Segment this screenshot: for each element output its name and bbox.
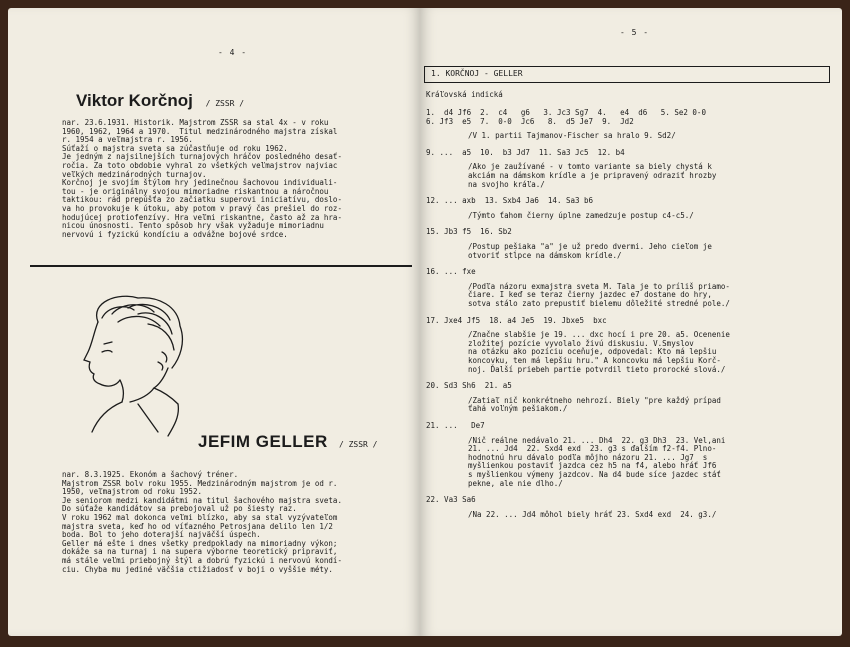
player1-bio-line: ročia. Za toto obdobie vyhral zo všetkých veľmajstrov najviac [62, 160, 338, 170]
player1-bio-line: hodujúcej protiofenzívy. Hra veľmi riskantne, často až za hra- [62, 212, 342, 222]
annotation-note: /Podľa názoru exmajstra sveta M. Tala je to príliš priamo- čiare. I keď se teraz čierny jazdec e7 dostane do hry, sotva stálo zato prepustiť bielemu dôležité stredné pole./ [468, 281, 730, 308]
annotation-note: /Ako je zaužívané - v tomto variante sa biely chystá k akciám na dámskom krídle a je pripravený odraziť hrozby na svojho kráľa./ [468, 162, 717, 189]
annotation-note: /Na 22. ... Jd4 môhol biely hráť 23. Sxd4 exd 24. g3./ [468, 509, 717, 519]
player1-bio-line: va ho provokuje k útoku, aby potom v pravý čas prešiel do roz- [62, 203, 342, 213]
player1-country-tag: / ZSSR / [205, 99, 245, 108]
player1-bio-line: Súťaží o majstra sveta sa zúčastňuje od roku 1962. [62, 143, 288, 153]
player2-bio-line: Je seniorom medzi kandidátmi na titul šachového majstra sveta. [62, 495, 342, 505]
player1-bio-line: nar. 23.6.1931. Historik. Majstrom ZSSR sa stal 4x - v roku [62, 118, 329, 127]
left-page [8, 8, 420, 636]
player1-name: Viktor Korčnoj [76, 91, 193, 110]
section-divider [30, 265, 412, 267]
player2-bio-line: Geller má ešte i dnes všetky predpoklady na mimoriadny výkon; [62, 538, 338, 548]
player2-bio-line: ciu. Chyba mu jediné väčšia ctižiadosť v boji o vyššie méty. [62, 564, 333, 574]
player2-bio-line: V roku 1962 mal dokonca veľmi blízko, aby sa stal vyzývateľom [62, 512, 338, 522]
player1-bio-line: nicou únosnosti. Tento spôsob hry však vyžaduje mimoriadnu [62, 221, 324, 231]
move-line: 16. ... fxe [426, 267, 476, 277]
move-line: 17. Jxe4 Jf5 18. a4 Je5 19. Jbxe5 bxc [426, 315, 607, 325]
player1-bio-line: taktikou: rád prepúšťa zo začiatku superovi iniciatívu, doslo- [62, 195, 342, 205]
player2-name: JEFIM GELLER [198, 432, 328, 451]
annotation-note: /Zatiaľ nič konkrétneho nehrozí. Biely "pre každý prípad ťahá voľným pešiakom./ [468, 395, 721, 414]
player2-bio-line: boda. Bol to jeho doterajší najväčší úspech. [62, 530, 261, 540]
player2-bio-line: Do súťaže kandidátov sa prebojoval už po šiesty raz. [62, 504, 297, 514]
geller-portrait-sketch [68, 292, 198, 442]
player2-bio-line: Majstrom ZSSR bolv roku 1955. Medzinárodným majstrom je od r. [62, 478, 338, 488]
player1-bio-line: 1960, 1962, 1964 a 1970. Titul medzinárodného majstra získal [62, 126, 338, 136]
right-page-number: - 5 - [620, 28, 650, 37]
player1-bio-line: nervovú i fyzickú kondíciu a odvážne bojové srdce. [62, 229, 288, 239]
player2-bio-line: má stále veľmi priebojný štýl a dobrú fyzickú i nervovú kondí- [62, 555, 342, 565]
annotation-note: /Postup pešiaka "a" je už predo dvermi. Jeho cieľom je otvoriť stĺpce na dámskom krídle./ [468, 242, 712, 260]
player1-bio-line: Korčnoj je svojím štýlom hry jedinečnou šachovou individuali- [62, 178, 338, 188]
player2-bio-line: majstra sveta, keď ho od víťazného Petrosjana delilo len 1/2 [62, 521, 333, 531]
move-line: 1. d4 Jf6 2. c4 g6 3. Jc3 Sg7 4. e4 d6 5. Se2 0-0 [426, 108, 706, 117]
player2-bio-line: nar. 8.3.1925. Ekonóm a šachový tréner. [62, 470, 239, 479]
move-line: 9. ... a5 10. b3 Jd7 11. Sa3 Jc5 12. b4 [426, 147, 625, 157]
player2-bio-line: dokáže sa na turnaj i na superа výborne teoretický pripraviť, [62, 547, 338, 557]
move-line: 21. ... De7 [426, 421, 485, 430]
player1-bio [62, 119, 342, 239]
annotation-note: /Nič reálne nedávalo 21. ... Dh4 22. g3 Dh3 23. Vel,ani 21. ... Jd4 22. Sxd4 exd 23. g3 s ďalším f2-f4. Plno- hodnotnú hru dávalo podľa môjho názoru 21. ... Jg7 s myšlienkou postaviť jazdca cez h5 na f4, alebo hráť Jf6 s myšlienkou výmeny jazdcov. Na d4 bude síce jazdec stáť pekne, ale nie dlho./ [468, 435, 726, 488]
player2-heading [198, 432, 378, 452]
player1-heading [76, 91, 244, 111]
player1-bio-line: Je jedným z najsilnejších turnajových hráčov posledného desať- [62, 152, 342, 162]
player1-bio-line: tou - je originálny svojou mimoriadne riskantnou a náročnou [62, 186, 329, 196]
move-line: 22. Va3 Sa6 [426, 495, 476, 505]
player2-bio [62, 471, 342, 574]
move-line: 20. Sd3 Sh6 21. a5 [426, 381, 512, 391]
move-line: 15. Jb3 f5 16. Sb2 [426, 227, 512, 237]
player2-bio-line: 1950, veľmajstrom od roku 1952. [62, 487, 202, 497]
player2-country-tag: / ZSSR / [338, 440, 378, 449]
player1-bio-line: r. 1954 a veľmajstra r. 1956. [62, 135, 193, 145]
player1-bio-line: veľkých medzinárodných turnajov. [62, 169, 207, 179]
left-page-number: - 4 - [218, 48, 248, 57]
game-header: 1. KORČNOJ - GELLER [431, 69, 523, 78]
game-header-box [424, 66, 830, 83]
opening-name: Kráľovská indická [426, 90, 503, 99]
move-line: 12. ... axb 13. Sxb4 Ja6 14. Sa3 b6 [426, 196, 594, 206]
move-line: 6. Jf3 e5 7. 0-0 Jc6 8. d5 Je7 9. Jd2 [426, 116, 634, 126]
annotation-note: /Týmto ťahom čierny úplne zamedzuje postup c4-c5./ [468, 210, 694, 220]
annotation-note: /V 1. partii Tajmanov-Fischer sa hralo 9. Sd2/ [468, 131, 676, 141]
right-page [420, 8, 842, 636]
annotation-note: /Značne slabšie je 19. ... dxc hocí i pre 20. a5. Ocenenie zložitej pozície vyvolalo živú diskusiu. V.Smyslov na otázku ako pozíciu oceňuje, odpovedal: Kto má lepšiu koncovku, ten má lepšiu hru." A koncovku má lepšiu Korč- noj. Ďalší priebeh partie potvrdil tieto prorocké slová./ [468, 330, 730, 374]
